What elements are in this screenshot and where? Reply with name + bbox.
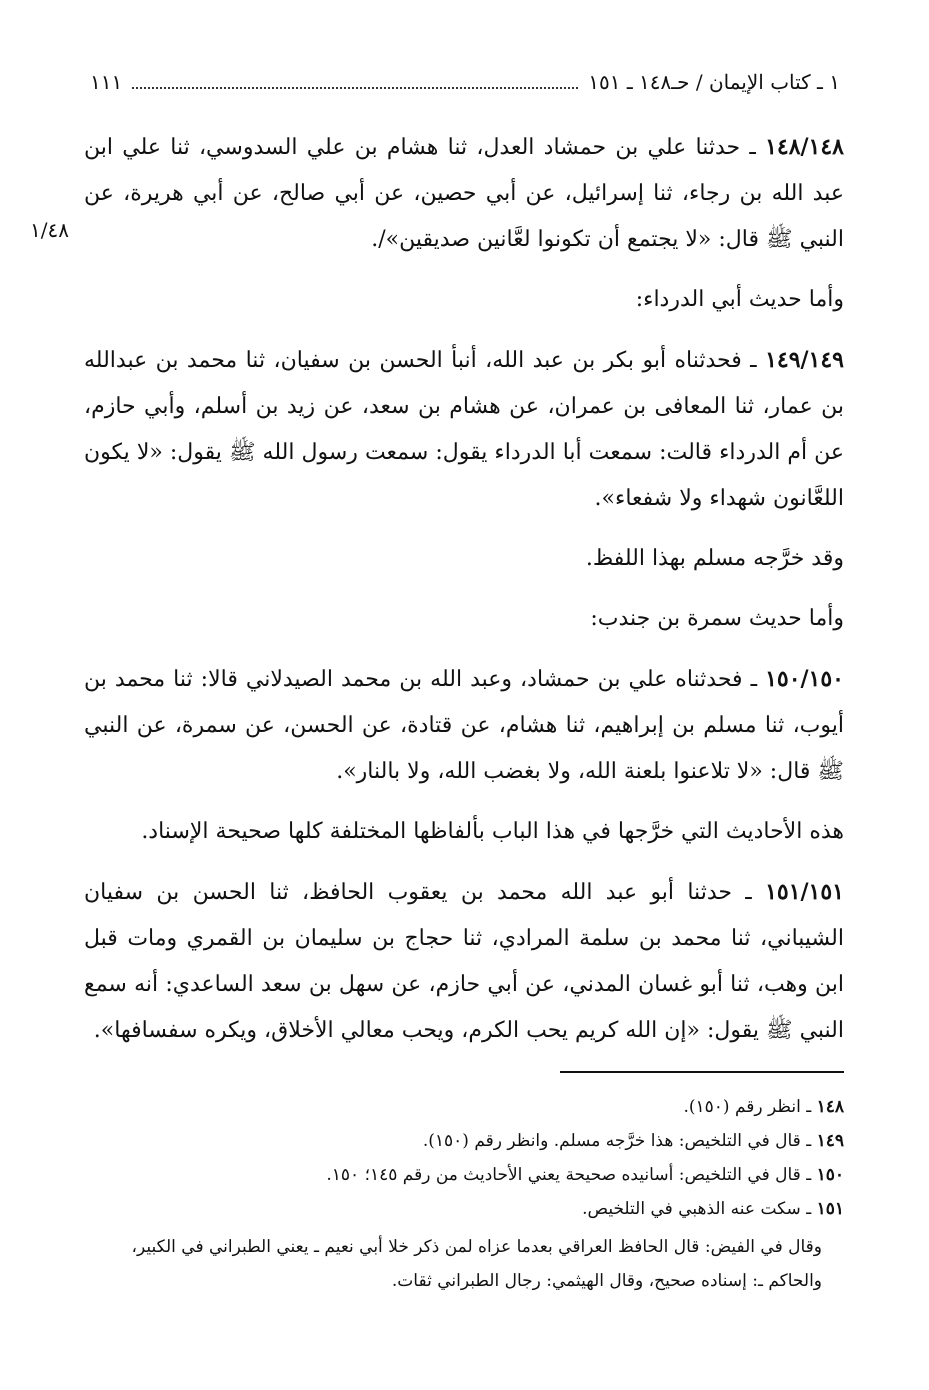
footnotes xyxy=(84,1090,844,1298)
footnote-separator xyxy=(560,1071,844,1073)
hadith-number: ١٥١/١٥١ xyxy=(765,879,844,905)
footnote xyxy=(84,1158,844,1192)
section-heading xyxy=(84,596,844,642)
heading-text: وأما حديث أبي الدرداء: xyxy=(635,287,844,312)
footnote xyxy=(84,1090,844,1124)
footnote-number: ١٥٠ xyxy=(816,1165,844,1185)
hadith-text: ـ حدثنا علي بن حمشاد العدل، ثنا هشام بن علي السدوسي، ثنا علي ابن عبد الله بن رجاء، ثنا إسرائيل، عن أبي حصين، عن أبي صالح، عن أبي هريرة، عن النبي ﷺ قال: «لا يجتمع أن تكونوا لعَّانين صديقين»/. xyxy=(84,135,844,252)
commentary-text: هذه الأحاديث التي خرَّجها في هذا الباب بألفاظها المختلفة كلها صحيحة الإسناد. xyxy=(141,819,844,844)
hadith-paragraph xyxy=(84,656,844,795)
footnote xyxy=(84,1124,844,1158)
section-heading xyxy=(84,277,844,323)
hadith-number: ١٤٨/١٤٨ xyxy=(765,134,844,160)
commentary-paragraph xyxy=(84,536,844,582)
heading-text: وأما حديث سمرة بن جندب: xyxy=(590,606,844,631)
footnote-number: ١٤٩ xyxy=(816,1131,844,1151)
hadith-number: ١٤٩/١٤٩ xyxy=(765,347,844,373)
hadith-paragraph xyxy=(84,869,844,1054)
header-dotted-leader xyxy=(132,73,578,89)
hadith-number: ١٥٠/١٥٠ xyxy=(765,666,844,692)
margin-reference: ١/٤٨ xyxy=(30,218,69,242)
footnote-text: ـ قال في التلخيص: هذا خرَّجه مسلم. وانظر رقم (١٥٠). xyxy=(422,1131,817,1151)
footnote-text: ـ قال في التلخيص: أسانيده صحيحة يعني الأحاديث من رقم ١٤٥؛ ١٥٠. xyxy=(326,1165,817,1185)
main-text xyxy=(84,124,844,1068)
page-number: ١١١ xyxy=(90,70,123,94)
footnote-text: ـ سكت عنه الذهبي في التلخيص. xyxy=(582,1199,817,1219)
footnote-continuation: وقال في الفيض: قال الحافظ العراقي بعدما عزاه لمن ذكر خلا أبي نعيم ـ يعني الطبراني في الكبير، والحاكم ـ: إسناده صحيح، وقال الهيثمي: رجال الطبراني ثقات. xyxy=(131,1237,822,1291)
hadith-paragraph xyxy=(84,124,844,263)
hadith-text: ـ فحدثناه علي بن حمشاد، وعبد الله بن محمد الصيدلاني قالا: ثنا محمد بن أيوب، ثنا مسلم بن إبراهيم، ثنا هشام، عن قتادة، عن الحسن، عن سمرة، عن النبي ﷺ قال: «لا تلاعنوا بلعنة الله، ولا بغضب الله، ولا بالنار». xyxy=(84,667,844,784)
commentary-paragraph xyxy=(84,809,844,855)
footnote-text: ـ انظر رقم (١٥٠). xyxy=(683,1097,817,1117)
hadith-text: ـ فحدثناه أبو بكر بن عبد الله، أنبأ الحسن بن سفيان، ثنا محمد بن عبدالله بن عمار، ثنا المعافى بن عمران، عن هشام بن سعد، عن زيد بن أسلم، وأبي حازم، عن أم الدرداء قالت: سمعت أبا الدرداء يقول: سمعت رسول الله ﷺ يقول: «لا يكون اللعَّانون شهداء ولا شفعاء». xyxy=(84,348,844,511)
footnote-number: ١٤٨ xyxy=(816,1097,844,1117)
running-header xyxy=(90,70,840,104)
footnote-number: ١٥١ xyxy=(816,1199,844,1219)
header-title: ١ ـ كتاب الإيمان / حـ١٤٨ ـ ١٥١ xyxy=(588,70,840,94)
hadith-paragraph xyxy=(84,337,844,522)
commentary-text: وقد خرَّجه مسلم بهذا اللفظ. xyxy=(585,546,844,571)
hadith-text: ـ حدثنا أبو عبد الله محمد بن يعقوب الحافظ، ثنا الحسن بن سفيان الشيباني، ثنا محمد بن سلمة المرادي، ثنا حجاج بن سليمان بن القمري ومات قبل ابن وهب، ثنا أبو غسان المدني، عن أبي حازم، عن سهل بن سعد الساعدي: أنه سمع النبي ﷺ يقول: «إن الله كريم يحب الكرم، ويحب معالي الأخلاق، ويكره سفسافها». xyxy=(84,880,844,1043)
footnote xyxy=(84,1192,844,1226)
